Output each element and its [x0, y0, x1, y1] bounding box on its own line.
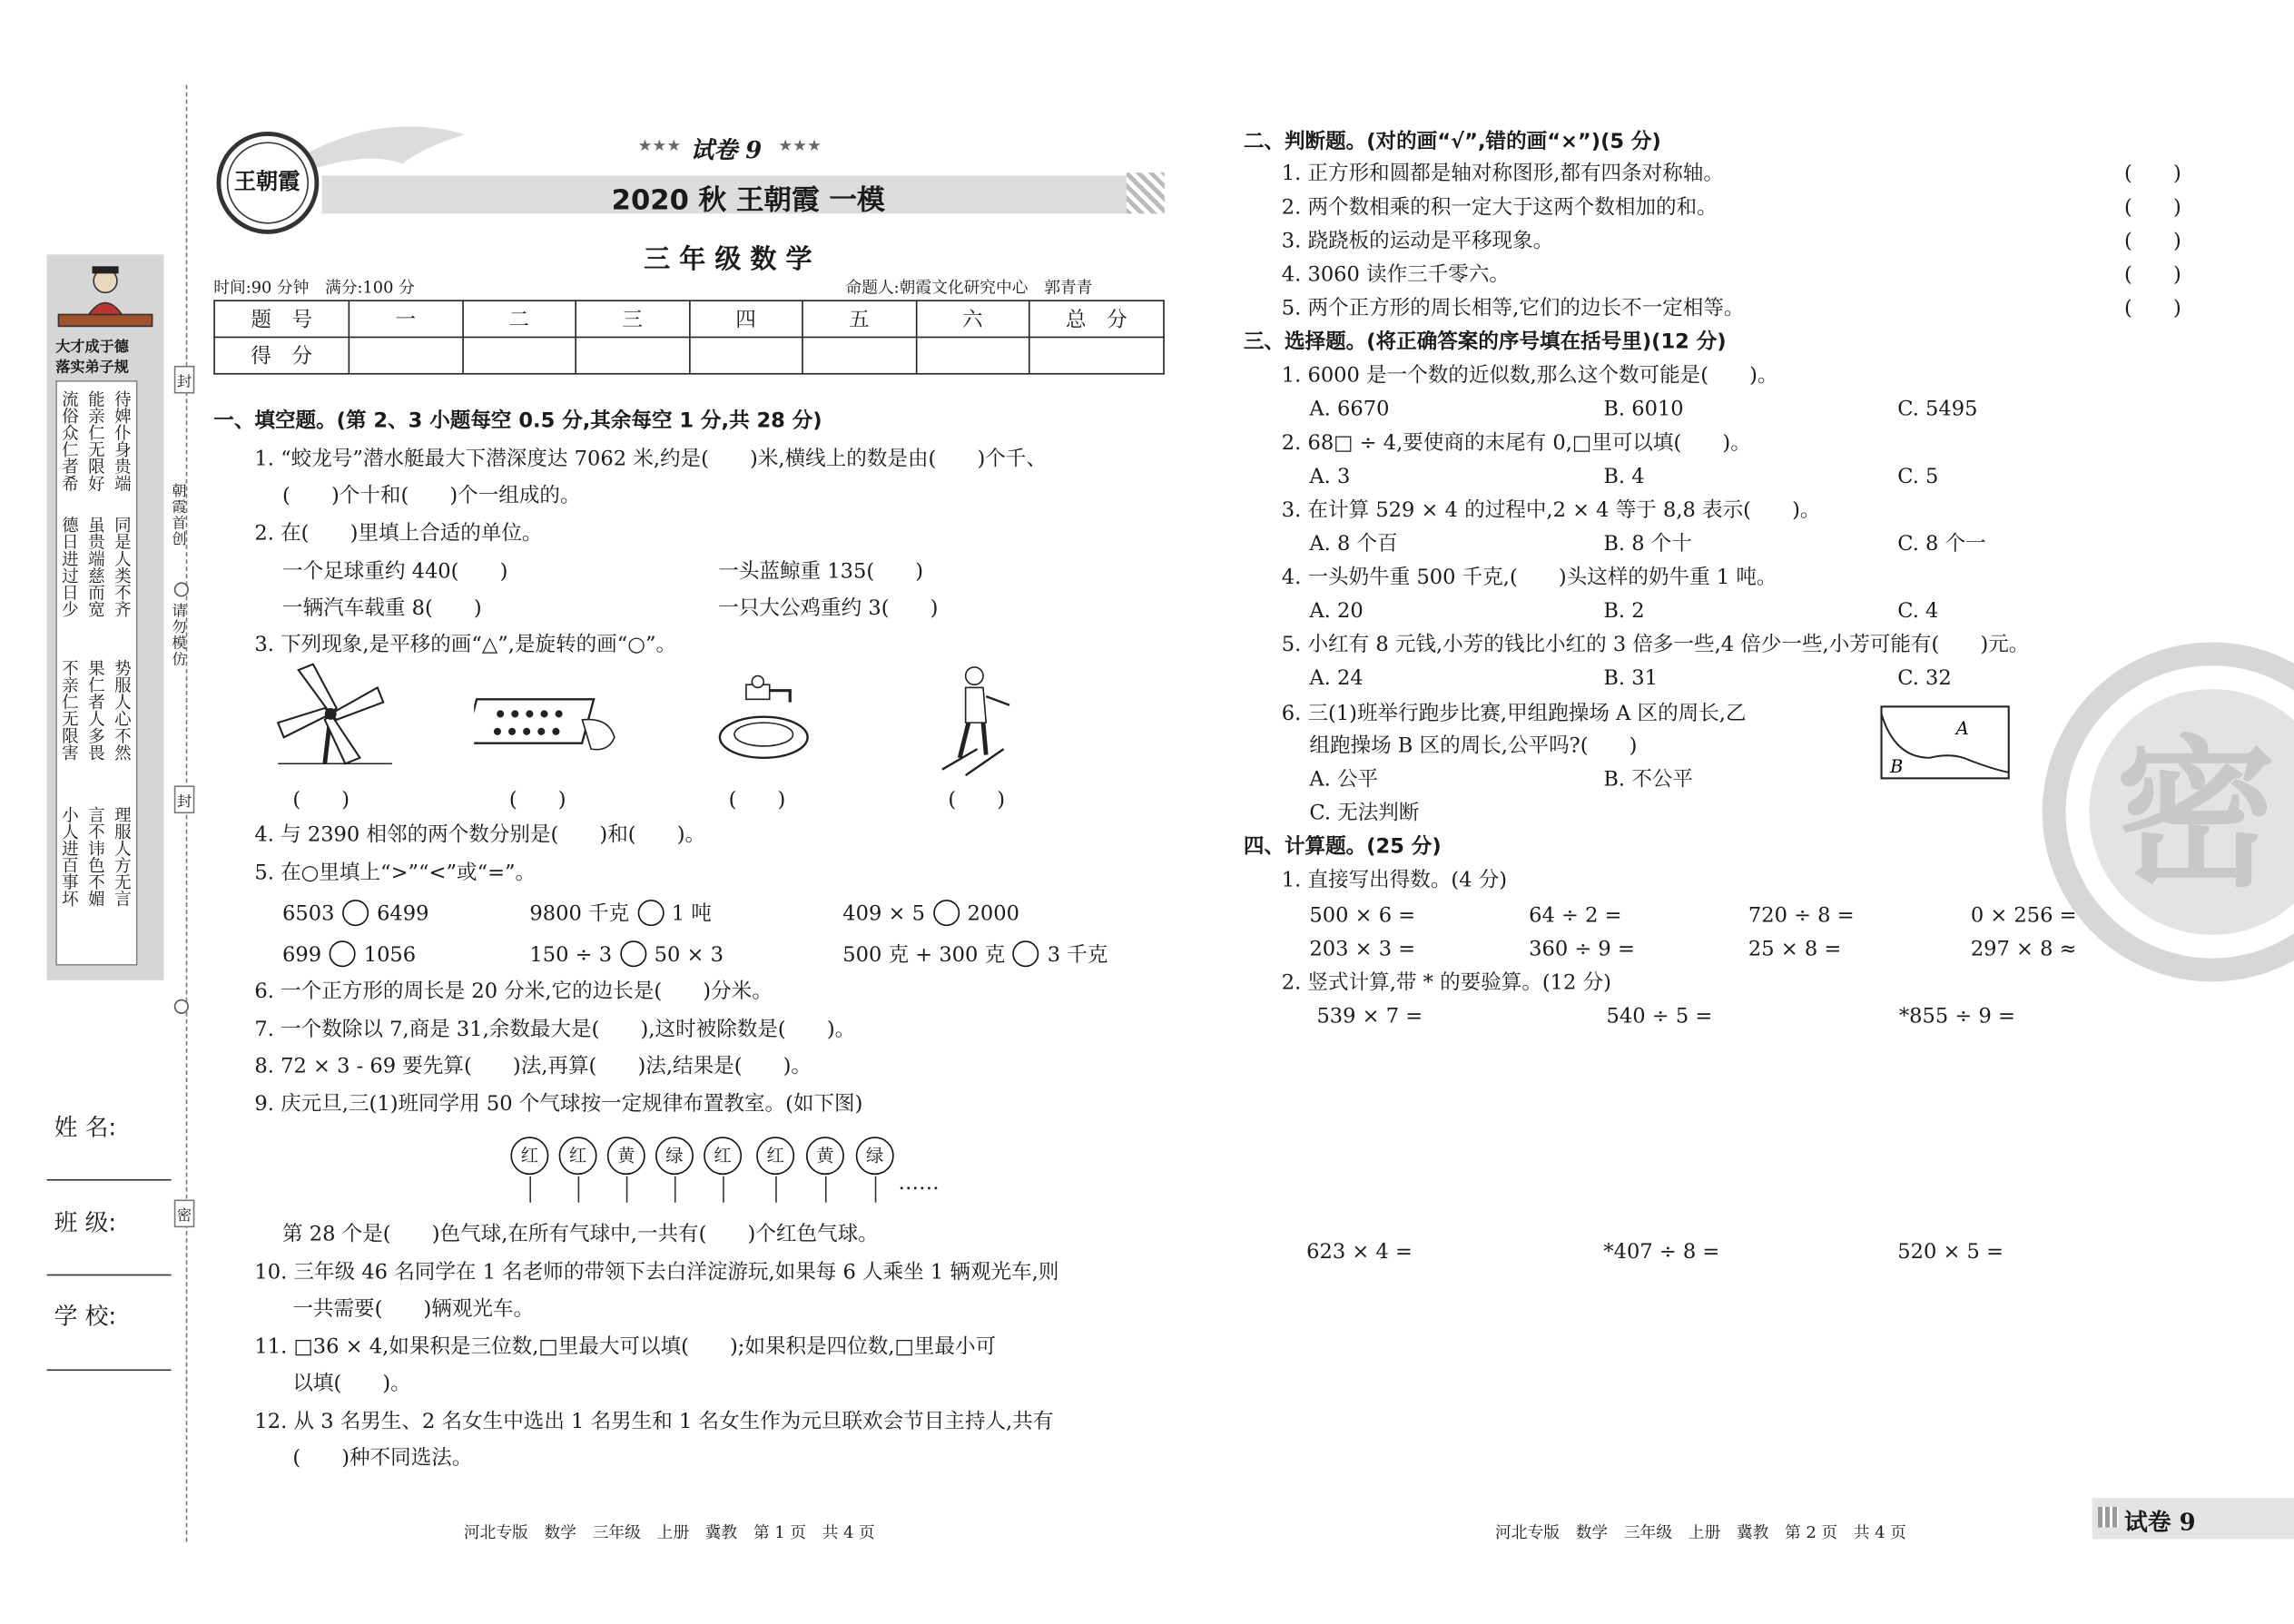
choice-option: B. 2 [1603, 599, 1645, 624]
q1-line2: ( )个十和( )个一组成的。 [282, 484, 581, 508]
score-cell[interactable] [1029, 337, 1164, 373]
score-header-cell: 三 [576, 300, 689, 337]
q12-line1: 12. 从 3 名男生、2 名女生中选出 1 名男生和 1 名女生作为元旦联欢会节目主持人,共有 [254, 1410, 1054, 1434]
score-header-cell: 二 [462, 300, 576, 337]
school-line[interactable] [47, 1369, 172, 1371]
faucet-icon [714, 670, 816, 763]
seal-mark-1: 封 [174, 366, 195, 394]
q9-text: 9. 庆元旦,三(1)班同学用 50 个气球按一定规律布置教室。(如下图) [254, 1092, 863, 1117]
balloon: 绿 [655, 1137, 694, 1175]
choice-option: A. 6670 [1309, 398, 1390, 422]
q5-text: 5. 在○里填上“>”“<”或“=”。 [254, 861, 537, 886]
section2-title: 二、判断题。(对的画“√”,错的画“×”)(5 分) [1243, 130, 1661, 154]
class-line[interactable] [47, 1275, 172, 1276]
subject-title: 三 年 级 数 学 [644, 244, 812, 275]
choice-option: C. 4 [1897, 599, 1939, 624]
calc-item: 500 × 6 = [1309, 903, 1416, 928]
seal-mark-3: 密 [174, 1200, 195, 1228]
choice-option: A. 20 [1309, 599, 1364, 624]
score-header-cell: 六 [916, 300, 1029, 337]
choice-option: B. 31 [1603, 666, 1658, 691]
time-score: 时间:90 分钟 满分:100 分 [213, 278, 415, 298]
q12-line2: ( )种不同选法。 [292, 1446, 473, 1471]
motto-col-3: 能亲仁无限好 [86, 390, 107, 492]
judge-item: 4. 3060 读作三千零六。 [1281, 263, 1510, 287]
choice-option: C. 8 个一 [1897, 532, 1986, 556]
choice-option: B. 6010 [1603, 398, 1684, 422]
judge-item: 1. 正方形和圆都是轴对称图形,都有四条对称轴。 [1281, 162, 1724, 186]
calc-item: 360 ÷ 9 = [1529, 938, 1635, 961]
q3-blank[interactable]: ( ) [292, 788, 350, 812]
q11-line2: 以填( )。 [292, 1372, 411, 1396]
q7-text: 7. 一个数除以 7,商是 31,余数最大是( ),这时被除数是( )。 [254, 1018, 856, 1042]
choice-option: C. 无法判断 [1309, 802, 1420, 825]
calc-item: 0 × 256 = [1970, 903, 2077, 928]
vertical-calc-item: 539 × 7 = [1316, 1005, 1423, 1029]
judge-item: 5. 两个正方形的周长相等,它们的边长不一定相等。 [1281, 297, 1745, 320]
vertical-calc-item: 520 × 5 = [1897, 1240, 2004, 1265]
q6-text: 6. 一个正方形的周长是 20 分米,它的边长是( )分米。 [254, 979, 773, 1004]
score-cell[interactable] [576, 337, 689, 373]
windmill-icon [272, 661, 399, 766]
judge-item: 3. 跷跷板的运动是平移现象。 [1281, 230, 1554, 253]
q5-item: 409 × 5 2000 [842, 900, 1019, 928]
tag-pattern [2098, 1507, 2119, 1528]
seal-mark-2: 封 [174, 785, 195, 813]
section1-title: 一、填空题。(第 2、3 小题每空 0.5 分,其余每空 1 分,共 28 分) [213, 409, 822, 434]
svg-text:A: A [1955, 718, 1969, 740]
vertical-calc-item: *407 ÷ 8 = [1603, 1240, 1720, 1265]
compare-circle[interactable] [620, 940, 646, 967]
balloon: 红 [559, 1137, 597, 1175]
calc-item: 64 ÷ 2 = [1529, 903, 1622, 928]
balloon: 黄 [607, 1137, 645, 1175]
score-header-cell: 四 [689, 300, 802, 337]
field-school-label: 学 校: [54, 1302, 117, 1330]
paper-tag: 试卷 9 [2124, 1508, 2196, 1537]
q1-line1: 1. “蛟龙号”潜水艇最大下潜深度达 7062 米,约是( )米,横线上的数是由( )个千、 [254, 448, 1047, 471]
compare-circle[interactable] [342, 900, 369, 926]
desk-icon [55, 310, 155, 331]
q2-item: 一头蓝鲸重 135( ) [718, 560, 924, 585]
vertical-calc-item: 623 × 4 = [1306, 1240, 1413, 1265]
score-cell[interactable] [462, 337, 576, 373]
choice-q3: 3. 在计算 529 × 4 的过程中,2 × 4 等于 8,8 表示( )。 [1281, 498, 1821, 523]
q3-blank[interactable]: ( ) [948, 788, 1006, 812]
q5-item: 150 ÷ 3 50 × 3 [529, 940, 724, 969]
motto-col-9: 不亲仁无限害 [60, 659, 81, 762]
choice-option: C. 32 [1897, 666, 1952, 691]
motto-panel [47, 254, 164, 979]
compare-circle[interactable] [1013, 940, 1039, 967]
score-header-cell: 五 [802, 300, 916, 337]
score-cell[interactable] [689, 337, 802, 373]
q5-item: 500 克 + 300 克 3 千克 [842, 940, 1108, 969]
logo-text: 王朝霞 [233, 168, 300, 195]
score-cell[interactable] [802, 337, 916, 373]
choice-q1: 1. 6000 是一个数的近似数,那么这个数可能是( )。 [1281, 364, 1778, 389]
q2-item: 一辆汽车载重 8( ) [282, 596, 482, 621]
score-header-cell: 题 号 [214, 300, 349, 337]
balloon: 绿 [856, 1137, 894, 1175]
q5-item: 6503 6499 [282, 900, 428, 928]
svg-text:密: 密 [2115, 720, 2277, 909]
title-band-pattern [1127, 172, 1165, 213]
motto-col-6: 德日进过日少 [60, 516, 81, 618]
hole-icon [174, 582, 189, 596]
hole-icon [174, 999, 189, 1014]
judge-answer[interactable]: ( ) [2124, 263, 2181, 287]
compare-circle[interactable] [637, 900, 664, 926]
author: 命题人:朝霞文化研究中心 郭青青 [845, 278, 1093, 298]
calc-item: 720 ÷ 8 = [1748, 903, 1855, 928]
paper-number: 试卷 9 [690, 135, 763, 164]
q8-text: 8. 72 × 3 - 69 要先算( )法,再算( )法,结果是( )。 [254, 1054, 812, 1078]
compare-circle[interactable] [933, 900, 960, 926]
q3-blank[interactable]: ( ) [508, 788, 566, 812]
section3-title: 三、选择题。(将正确答案的序号填在括号里)(12 分) [1243, 330, 1727, 355]
logo-badge [217, 132, 320, 234]
q11-line1: 11. □36 × 4,如果积是三位数,□里最大可以填( );如果积是四位数,□里最小可 [254, 1335, 997, 1360]
choice-q6-line1: 6. 三(1)班举行跑步比赛,甲组跑操场 A 区的周长,乙 [1281, 702, 1747, 726]
svg-text:B: B [1890, 755, 1904, 777]
q5-item: 699 1056 [282, 940, 416, 969]
score-header-cell: 一 [349, 300, 462, 337]
field-name-label: 姓 名: [54, 1113, 117, 1142]
q9-line2: 第 28 个是( )色气球,在所有气球中,一共有( )个红色气球。 [282, 1223, 879, 1247]
motto-col-8: 果仁者人多畏 [86, 659, 107, 762]
field-class-label: 班 级: [54, 1208, 117, 1236]
choice-option: C. 5 [1897, 465, 1939, 489]
side-label-1: 朝霞首创 [168, 482, 185, 547]
q10-line2: 一共需要( )辆观光车。 [292, 1297, 535, 1322]
compare-circle[interactable] [330, 940, 356, 967]
balloon: 红 [756, 1137, 794, 1175]
motto-col-4: 虽贵端慈而宽 [86, 516, 107, 618]
section4-title: 四、计算题。(25 分) [1243, 835, 1442, 860]
motto-bottom: 落实弟子规 [55, 359, 129, 377]
name-line[interactable] [47, 1179, 172, 1181]
vertical-calc-item: 540 ÷ 5 = [1606, 1005, 1713, 1029]
q10-line1: 10. 三年级 46 名同学在 1 名老师的带领下去白洋淀游玩,如果每 6 人乘坐 1 辆观光车,则 [254, 1261, 1059, 1284]
balloon-ellipsis: …… [898, 1171, 940, 1196]
motto-col-12: 小人进百事坏 [60, 805, 81, 908]
choice-option: A. 8 个百 [1309, 532, 1398, 556]
choice-option: A. 24 [1309, 666, 1364, 691]
motto-col-10: 理服人方无言 [113, 805, 133, 908]
judge-answer[interactable]: ( ) [2124, 230, 2181, 253]
choice-q6-line2: 组跑操场 B 区的周长,公平吗?( ) [1309, 734, 1638, 758]
motto-col-1: 待婢仆身贵端 [113, 390, 133, 492]
choice-option: B. 8 个十 [1603, 532, 1692, 556]
calc-q2: 2. 竖式计算,带 * 的要验算。(12 分) [1281, 971, 1611, 995]
motto-col-11: 言不讳色不媚 [86, 805, 107, 908]
choice-q5: 5. 小红有 8 元钱,小芳的钱比小红的 3 倍多一些,4 倍少一些,小芳可能有( )元。 [1281, 633, 2030, 657]
choice-option: A. 公平 [1309, 768, 1379, 792]
judge-answer[interactable]: ( ) [2124, 162, 2181, 186]
q2-text: 2. 在( )里填上合适的单位。 [254, 522, 543, 546]
side-label-2: 请勿模仿 [168, 602, 185, 667]
choice-q4: 4. 一头奶牛重 500 千克,( )头这样的奶牛重 1 吨。 [1281, 566, 1777, 590]
calc-item: 203 × 3 = [1309, 938, 1416, 961]
q3-text: 3. 下列现象,是平移的画“△”,是旋转的画“○”。 [254, 633, 677, 657]
abacus-icon [474, 687, 620, 761]
judge-answer[interactable]: ( ) [2124, 297, 2181, 320]
motto-col-7: 势服人心不然 [113, 659, 133, 762]
score-cell[interactable] [916, 337, 1029, 373]
choice-option: B. 4 [1603, 465, 1645, 489]
paper-tag-band [2092, 1498, 2294, 1539]
choice-q2: 2. 68□ ÷ 4,要使商的末尾有 0,□里可以填( )。 [1281, 431, 1751, 456]
choice-option: A. 3 [1309, 465, 1351, 489]
footer-right: 河北专版 数学 三年级 上册 冀教 第 2 页 共 4 页 [1495, 1522, 1906, 1542]
calc-item: 25 × 8 = [1748, 938, 1842, 961]
score-cell[interactable] [349, 337, 462, 373]
score-table [213, 300, 1165, 374]
score-row-label: 得 分 [214, 337, 349, 373]
motto-col-2: 同是人类不齐 [113, 516, 133, 618]
judge-answer[interactable]: ( ) [2124, 195, 2181, 220]
skier-icon [933, 661, 1021, 778]
vertical-calc-item: *855 ÷ 9 = [1898, 1005, 2015, 1029]
field-figure [1880, 705, 2012, 782]
choice-option: C. 5495 [1897, 398, 1978, 422]
calc-q1: 1. 直接写出得数。(4 分) [1281, 869, 1508, 893]
q5-item: 9800 千克 1 吨 [529, 900, 711, 928]
q3-blank[interactable]: ( ) [728, 788, 786, 812]
motto-box [55, 380, 137, 966]
judge-item: 2. 两个数相乘的积一定大于这两个数相加的和。 [1281, 195, 1718, 220]
choice-option: B. 不公平 [1603, 768, 1693, 792]
stars-left: ★★★ [637, 135, 682, 155]
balloon: 红 [510, 1137, 548, 1175]
q2-item: 一个足球重约 440( ) [282, 560, 508, 585]
score-header-cell: 总 分 [1029, 300, 1164, 337]
footer-left: 河北专版 数学 三年级 上册 冀教 第 1 页 共 4 页 [463, 1522, 875, 1542]
motto-col-5: 流俗众仁者希 [60, 390, 81, 492]
motto-top: 大才成于德 [55, 339, 129, 356]
balloon: 红 [704, 1137, 742, 1175]
q2-item: 一只大公鸡重约 3( ) [718, 596, 939, 621]
balloon: 黄 [806, 1137, 844, 1175]
q4-text: 4. 与 2390 相邻的两个数分别是( )和( )。 [254, 823, 706, 848]
calc-item: 297 × 8 ≈ [1970, 938, 2077, 961]
stars-right: ★★★ [778, 135, 822, 155]
exam-title: 2020 秋 王朝霞 一模 [611, 184, 885, 217]
